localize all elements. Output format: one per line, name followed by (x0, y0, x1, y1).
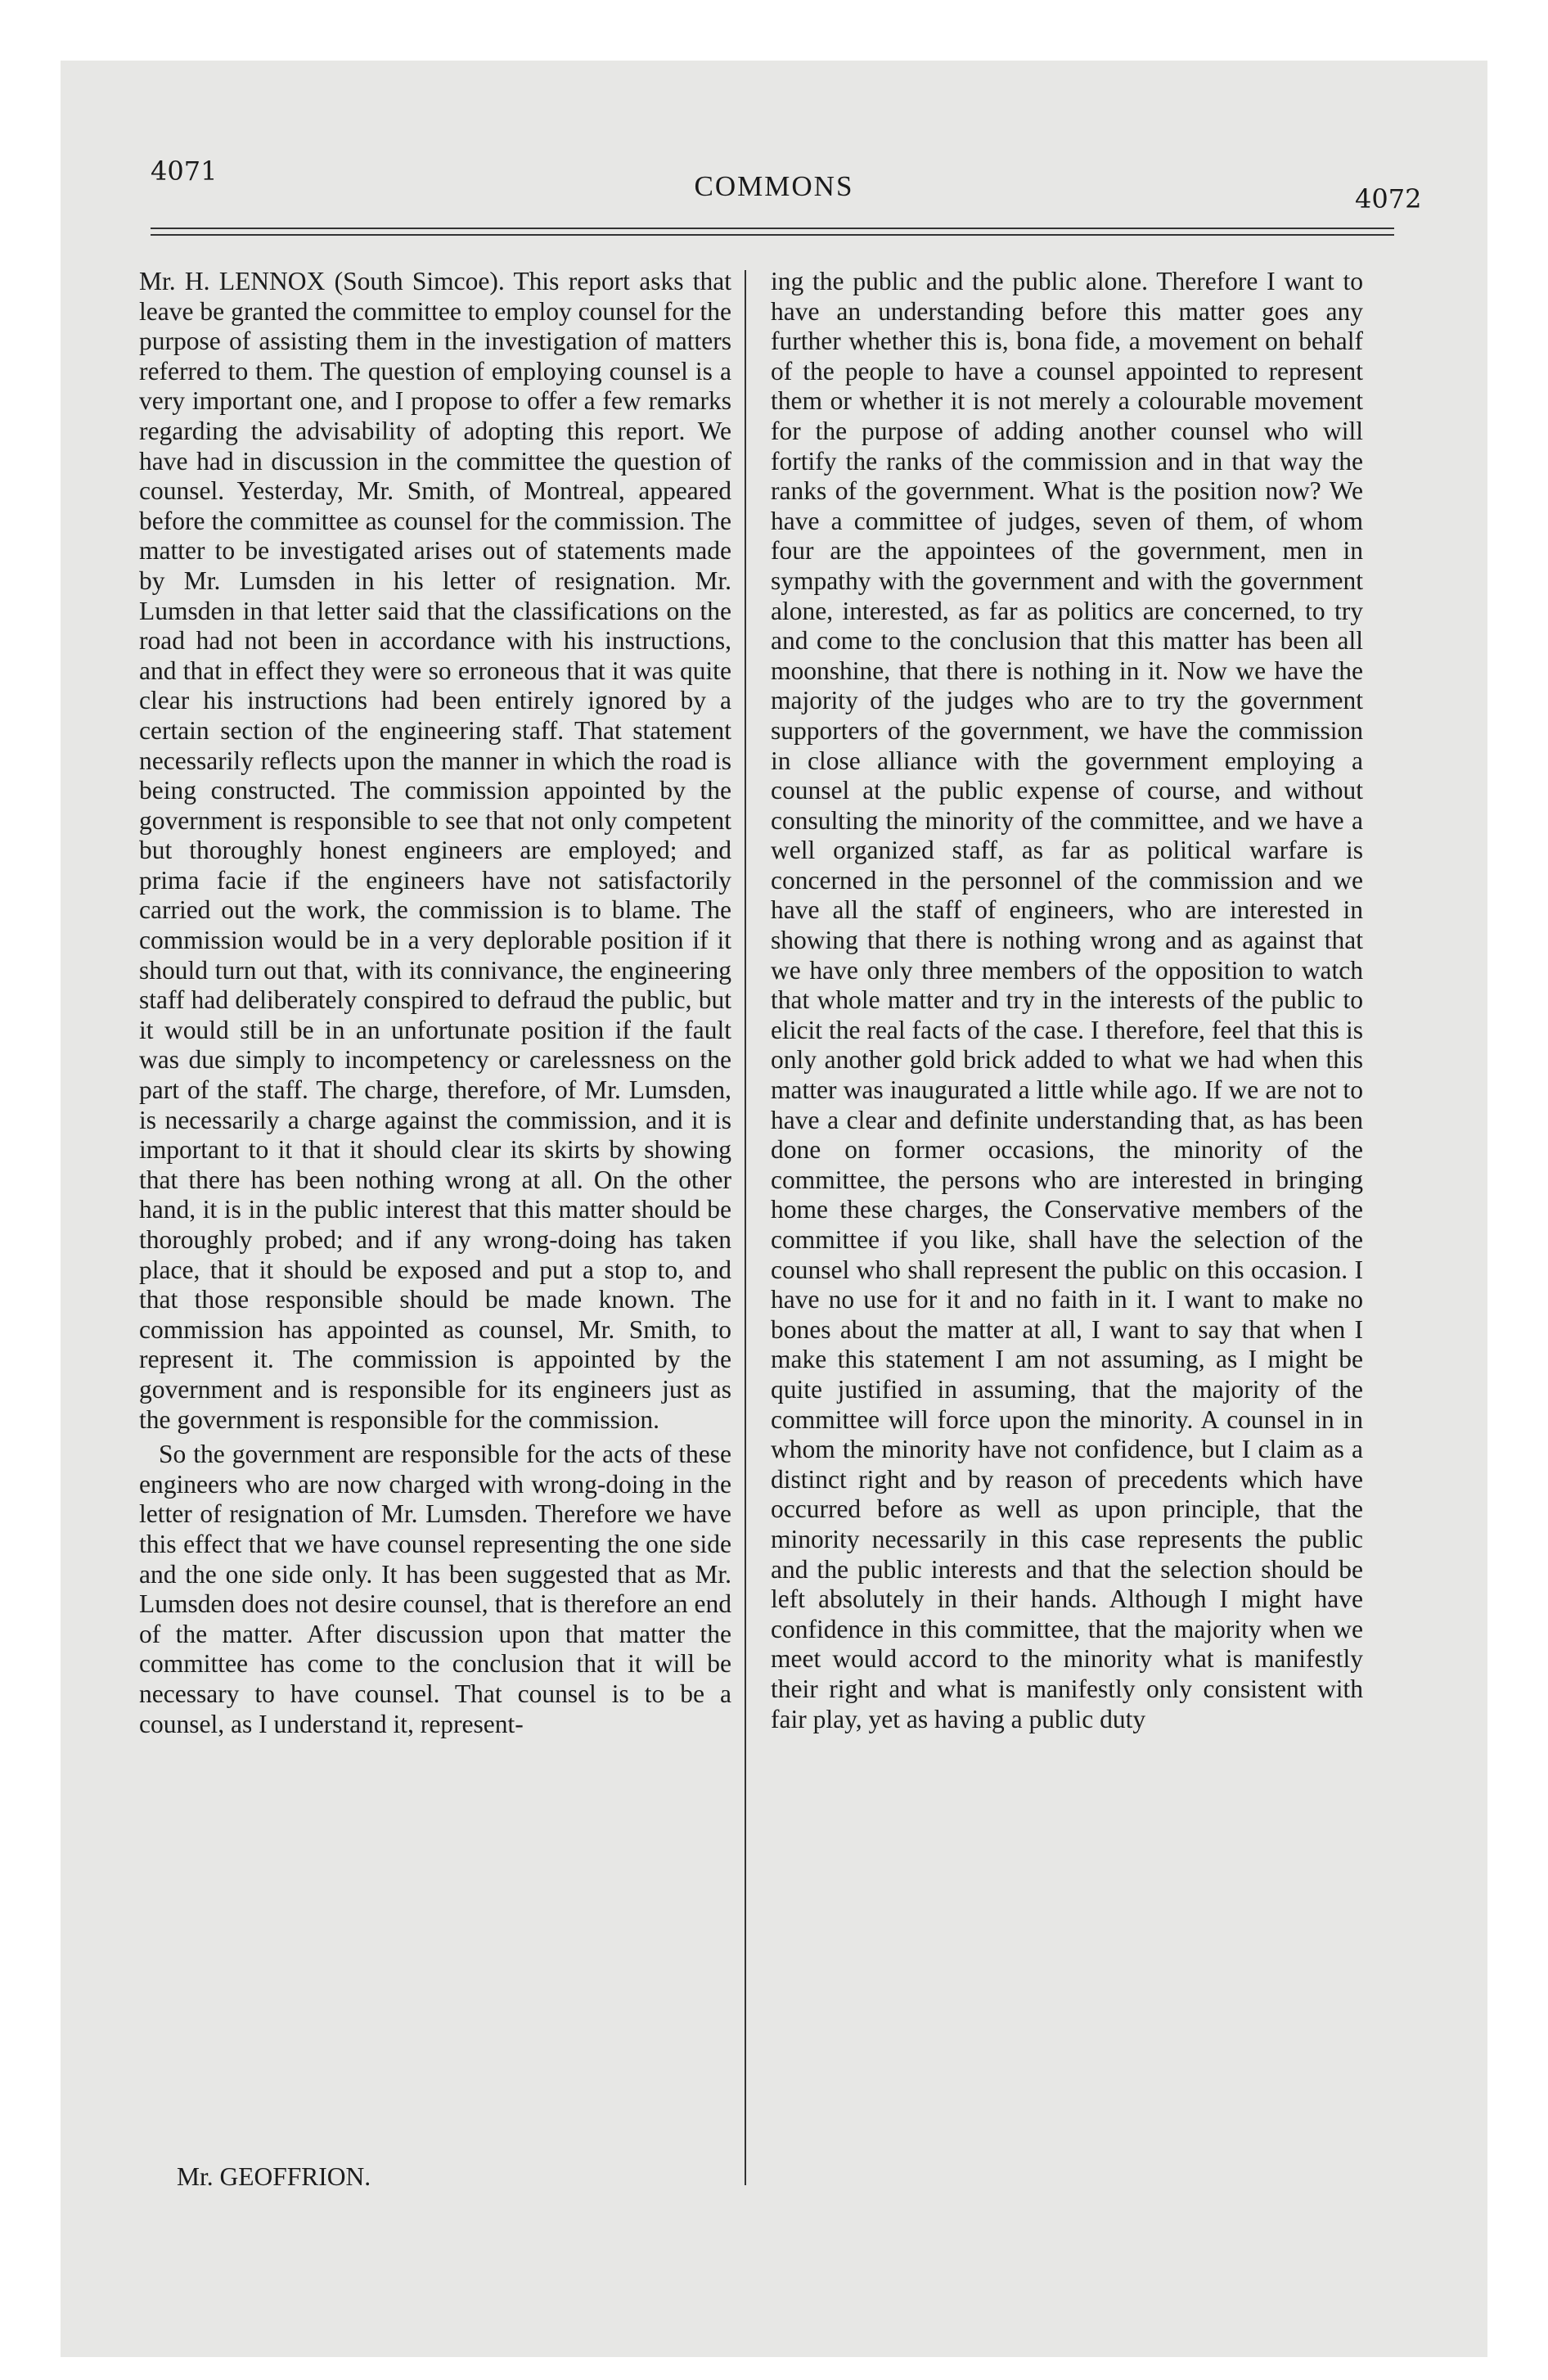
right-column (771, 267, 1363, 1734)
left-column (139, 267, 731, 1739)
header-rule-top (151, 228, 1394, 229)
header-rule-bottom (151, 234, 1394, 236)
left-paragraph-2: So the government are responsible for the acts of these engineers who are now charged with wrong-doing in the letter of resignation of Mr. Lumsden. Therefore we have this effect that we have counsel representing the one side and the one side only. It has been suggested that as Mr. Lumsden does not desire counsel, that is therefore an end of the matter. After discussion upon that matter the committee has come to the conclusion that it will be necessary to have counsel. That counsel is to be a counsel, as I understand it, represent- (139, 1440, 731, 1738)
column-divider (745, 270, 746, 2185)
page-number-left: 4071 (151, 156, 218, 187)
left-paragraph-1: Mr. H. LENNOX (South Simcoe). This report asks that leave be granted the committee to employ counsel for the purpose of assisting them in the investigation of matters referred to them. The question of employing counsel is a very important one, and I propose to offer a few remarks regarding the advisability of adopting this report. We have had in discussion in the committee the question of counsel. Yesterday, Mr. Smith, of Montreal, appeared before the committee as counsel for the commission. The matter to be investigated arises out of statements made by Mr. Lumsden in his letter of resignation. Mr. Lumsden in that letter said that the classifications on the road had not been in accordance with his instructions, and that in effect they were so erroneous that it was quite clear his instructions had been entirely ignored by a certain section of the engineering staff. That statement necessarily reflects upon the manner in which the road is being constructed. The commission appointed by the government is responsible to see that not only competent but thoroughly honest engineers are employed; and prima facie if the engineers have not satisfactorily carried out the work, the commission is to blame. The commission would be in a very deplorable position if it should turn out that, with its connivance, the engineering staff had deliberately conspired to defraud the public, but it would still be in an unfortunate position if the fault was due simply to incompetency or carelessness on the part of the staff. The charge, therefore, of Mr. Lumsden, is necessarily a charge against the commission, and it is important to it that it should clear its skirts by showing that there has been nothing wrong at all. On the other hand, it is in the public interest that this matter should be thoroughly probed; and if any wrong-doing has taken place, that it should be exposed and put a stop to, and that those responsible should be made known. The commission has appointed as counsel, Mr. Smith, to represent it. The commission is appointed by the government and is responsible for its engineers just as the government is responsible for the commission. (139, 267, 731, 1434)
page-number-right: 4072 (1355, 183, 1422, 214)
right-paragraph-1: ing the public and the public alone. Therefore I want to have an understanding before this matter goes any further whether this is, bona fide, a movement on behalf of the people to have a counsel appointed to represent them or whether it is not merely a colourable movement for the purpose of adding another counsel who will fortify the ranks of the commission and in that way the ranks of the government. What is the position now? We have a committee of judges, seven of them, of whom four are the appointees of the government, men in sympathy with the government and with the government alone, interested, as far as politics are concerned, to try and come to the conclusion that this matter has been all moonshine, that there is nothing in it. Now we have the majority of the judges who are to try the government supporters of the government, we have the commission in close alliance with the government employing a counsel at the public expense of course, and without consulting the minority of the committee, and we have a well organized staff, as far as political warfare is concerned in the personnel of the commission and we have all the staff of engineers, who are interested in showing that there is nothing wrong and as against that we have only three members of the opposition to watch that whole matter and try in the interests of the public to elicit the real facts of the case. I therefore, feel that this is only another gold brick added to what we had when this matter was inaugurated a little while ago. If we are not to have a clear and definite understanding that, as has been done on former occasions, the minority of the committee, the persons who are interested in bringing home these charges, the Conservative members of the committee if you like, shall have the selection of the counsel who shall represent the public on this occasion. I have no use for it and no faith in it. I want to make no bones about the matter at all, I want to say that when I make this statement I am not assuming, as I might be quite justified in assuming, that the majority of the committee will force upon the minority. A counsel in in whom the minority have not confidence, but I claim as a distinct right and by reason of precedents which have occurred before as well as upon principle, that the minority necessarily in this case represents the public and the public interests and that the selection should be left absolutely in their hands. Although I might have confidence in this committee, that the majority when we meet would accord to the minority what is manifestly their right and what is manifestly only consistent with fair play, yet as having a public duty (771, 267, 1363, 1733)
running-head: COMMONS (694, 170, 854, 202)
next-speaker: Mr. GEOFFRION. (177, 2162, 371, 2191)
